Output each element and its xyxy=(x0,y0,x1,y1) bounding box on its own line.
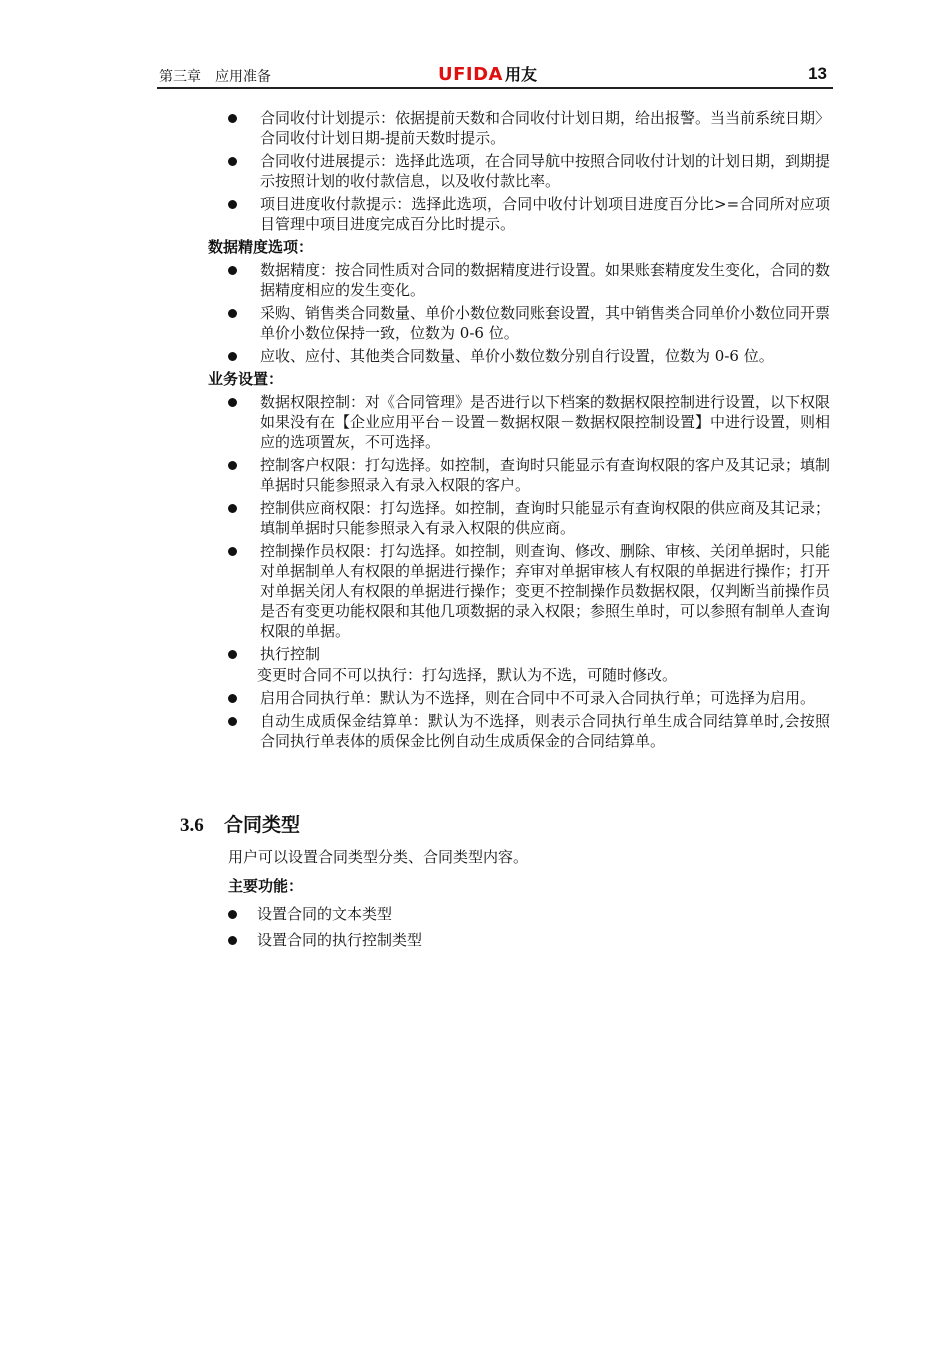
bullet-icon xyxy=(228,547,237,556)
page-header xyxy=(157,62,833,90)
main-content xyxy=(208,108,830,754)
list-item xyxy=(208,346,830,366)
list-item-text: 启用合同执行单：默认为不选择，则在合同中不可录入合同执行单；可选择为启用。 xyxy=(260,689,816,707)
list-item xyxy=(208,541,830,641)
list-item-text: 合同收付计划提示：依据提前天数和合同收付计划日期，给出报警。当当前系统日期〉合同收付计划日期-提前天数时提示。 xyxy=(260,109,831,147)
main-functions-heading: 主要功能： xyxy=(228,877,304,895)
list-item xyxy=(208,194,830,234)
page-number: 13 xyxy=(808,64,827,83)
list-item xyxy=(208,392,830,452)
list-item xyxy=(208,108,830,148)
section-title xyxy=(180,812,830,839)
precision-heading: 数据精度选项： xyxy=(208,238,314,256)
list-item-text: 自动生成质保金结算单：默认为不选择，则表示合同执行单生成合同结算单时,会按照合同执行单表体的质保金比例自动生成质保金的合同结算单。 xyxy=(260,712,830,750)
list-item xyxy=(208,711,830,751)
list-item-text: 控制操作员权限：打勾选择。如控制，则查询、修改、删除、审核、关闭单据时，只能对单据制单人有权限的单据进行操作；弃审对单据审核人有权限的单据进行操作；打开对单据关闭人有权限的单据进行操作；变更不控制操作员数据权限，仅判断当前操作员是否有变更功能权限和其他几项数据的录入权限；参照生单时，可以参照有制单人查询权限的单据。 xyxy=(260,542,831,640)
list-item-text: 控制客户权限：打勾选择。如控制，查询时只能显示有查询权限的客户及其记录；填制单据时只能参照录入有录入权限的客户。 xyxy=(260,456,831,494)
list-item-text: 采购、销售类合同数量、单价小数位数同账套设置，其中销售类合同单价小数位同开票单价小数位保持一致，位数为 0-6 位。 xyxy=(260,304,831,342)
list-item xyxy=(208,688,830,708)
bullet-icon xyxy=(228,309,237,318)
list-item-text: 数据精度：按合同性质对合同的数据精度进行设置。如果账套精度发生变化，合同的数据精度相应的发生变化。 xyxy=(260,261,831,299)
section-3-6 xyxy=(180,812,830,950)
section-number: 3.6 xyxy=(180,815,204,836)
bullet-icon xyxy=(228,266,237,275)
section-intro: 用户可以设置合同类型分类、合同类型内容。 xyxy=(228,848,529,866)
bullet-icon xyxy=(228,461,237,470)
bullet-icon xyxy=(228,398,237,407)
list-item xyxy=(208,151,830,191)
bullet-icon xyxy=(228,504,237,513)
bullet-icon xyxy=(228,352,237,361)
section-title-text: 合同类型 xyxy=(224,814,301,836)
ufida-logo xyxy=(438,62,537,85)
exec-control-sub: 变更时合同不可以执行：打勾选择，默认为不选，可随时修改。 xyxy=(257,666,678,684)
bullet-icon xyxy=(228,936,237,945)
bullet-icon xyxy=(228,717,237,726)
list-item-text: 执行控制 xyxy=(260,645,321,663)
logo-brand-cn: 用友 xyxy=(504,65,537,84)
list-item xyxy=(208,260,830,300)
feature-text: 设置合同的执行控制类型 xyxy=(257,931,423,949)
feature-item xyxy=(180,904,830,924)
bullet-icon xyxy=(228,694,237,703)
bullet-icon xyxy=(228,157,237,166)
header-rule xyxy=(157,87,833,89)
list-item xyxy=(208,455,830,495)
list-item-text: 合同收付进展提示：选择此选项，在合同导航中按照合同收付计划的计划日期，到期提示按照计划的收付款信息，以及收付款比率。 xyxy=(260,152,831,190)
feature-text: 设置合同的文本类型 xyxy=(257,905,393,923)
logo-brand-en: UFIDA xyxy=(438,64,503,85)
list-item-text: 应收、应付、其他类合同数量、单价小数位数分别自行设置，位数为 0-6 位。 xyxy=(260,347,774,365)
list-item-text: 数据权限控制：对《合同管理》是否进行以下档案的数据权限控制进行设置，以下权限如果没有在【企业应用平台－设置－数据权限－数据权限控制设置】中进行设置，则相应的选项置灰，不可选择。 xyxy=(260,393,831,451)
list-item xyxy=(208,644,830,664)
chapter-title: 第三章 应用准备 xyxy=(159,69,271,85)
business-heading: 业务设置： xyxy=(208,370,284,388)
bullet-icon xyxy=(228,910,237,919)
feature-item xyxy=(180,930,830,950)
list-item xyxy=(208,303,830,343)
bullet-icon xyxy=(228,650,237,659)
bullet-icon xyxy=(228,200,237,209)
bullet-icon xyxy=(228,114,237,123)
list-item xyxy=(208,498,830,538)
list-item-text: 控制供应商权限：打勾选择。如控制，查询时只能显示有查询权限的供应商及其记录；填制单据时只能参照录入有录入权限的供应商。 xyxy=(260,499,831,537)
list-item-text: 项目进度收付款提示：选择此选项，合同中收付计划项目进度百分比>=合同所对应项目管理中项目进度完成百分比时提示。 xyxy=(260,195,830,233)
